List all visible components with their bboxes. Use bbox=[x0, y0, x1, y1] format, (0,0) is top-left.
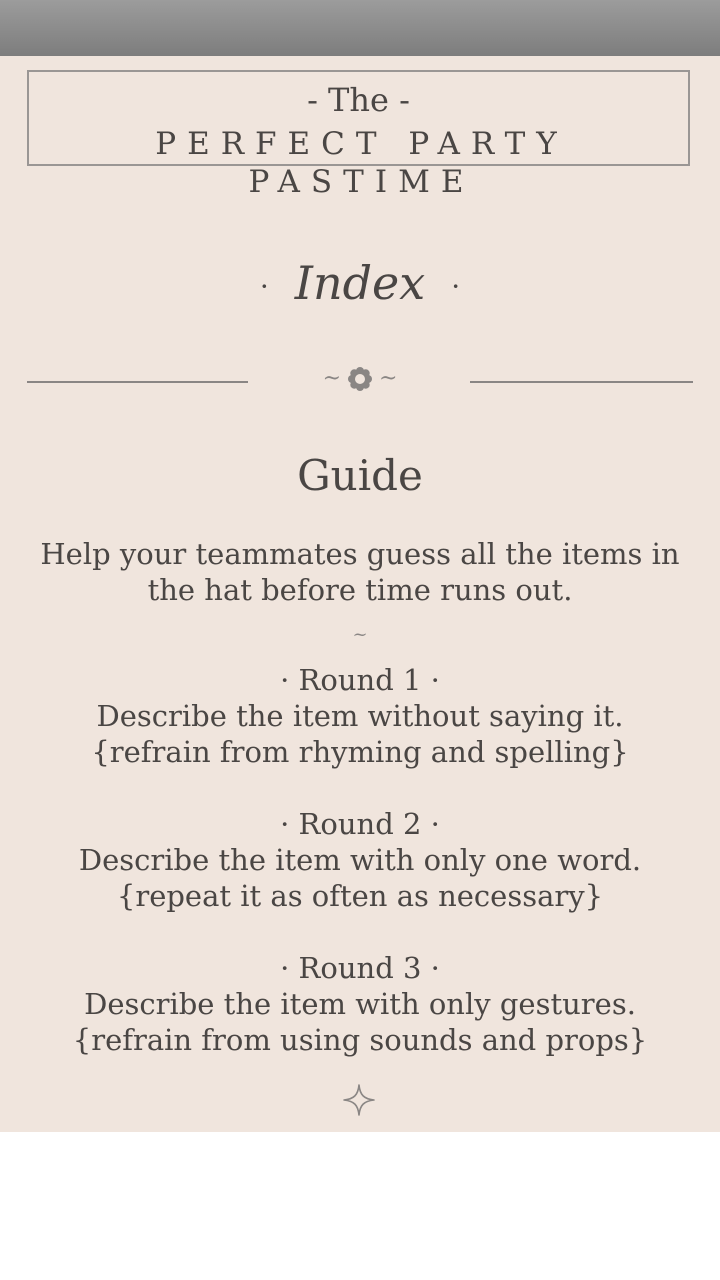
status-bar bbox=[0, 0, 720, 56]
round-3 bbox=[10, 950, 710, 1058]
round-2-description: Describe the item with only one word. bbox=[78, 843, 642, 877]
round-3-description: Describe the item with only gestures. bbox=[84, 987, 636, 1021]
sparkle-icon bbox=[342, 1083, 376, 1117]
divider-line-right bbox=[470, 381, 693, 383]
round-1-label: · Round 1 · bbox=[280, 663, 440, 697]
index-heading[interactable] bbox=[0, 252, 720, 318]
round-2-label: · Round 2 · bbox=[280, 807, 440, 841]
title-prefix: - The - bbox=[307, 81, 410, 119]
round-2-rule: {repeat it as often as necessary} bbox=[116, 879, 604, 913]
guide-intro-line-2: the hat before time runs out. bbox=[147, 573, 573, 607]
divider-tilde-left: ~ bbox=[322, 366, 341, 391]
guide-separator: ~ bbox=[352, 624, 368, 645]
page-title: PERFECT PARTY PASTIME bbox=[155, 126, 568, 200]
divider-line-left bbox=[27, 381, 248, 383]
round-2 bbox=[10, 806, 710, 914]
round-1-rule: {refrain from rhyming and spelling} bbox=[91, 735, 629, 769]
title-banner bbox=[27, 70, 690, 200]
divider-ornament bbox=[300, 361, 420, 397]
round-3-rule: {refrain from using sounds and props} bbox=[72, 1023, 648, 1057]
flower-ornament-icon bbox=[347, 366, 373, 392]
round-3-label: · Round 3 · bbox=[280, 951, 440, 985]
round-1 bbox=[10, 662, 710, 770]
index-dot-right: · bbox=[451, 270, 461, 303]
guide-intro-line-1: Help your teammates guess all the items in bbox=[40, 537, 680, 571]
index-dot-left: · bbox=[259, 270, 269, 303]
divider-tilde-right: ~ bbox=[379, 366, 398, 391]
guide-intro bbox=[20, 536, 700, 608]
round-1-description: Describe the item without saying it. bbox=[96, 699, 624, 733]
guide-heading: Guide bbox=[297, 451, 423, 500]
index-title: Index bbox=[294, 256, 426, 310]
page-content bbox=[0, 56, 720, 1132]
